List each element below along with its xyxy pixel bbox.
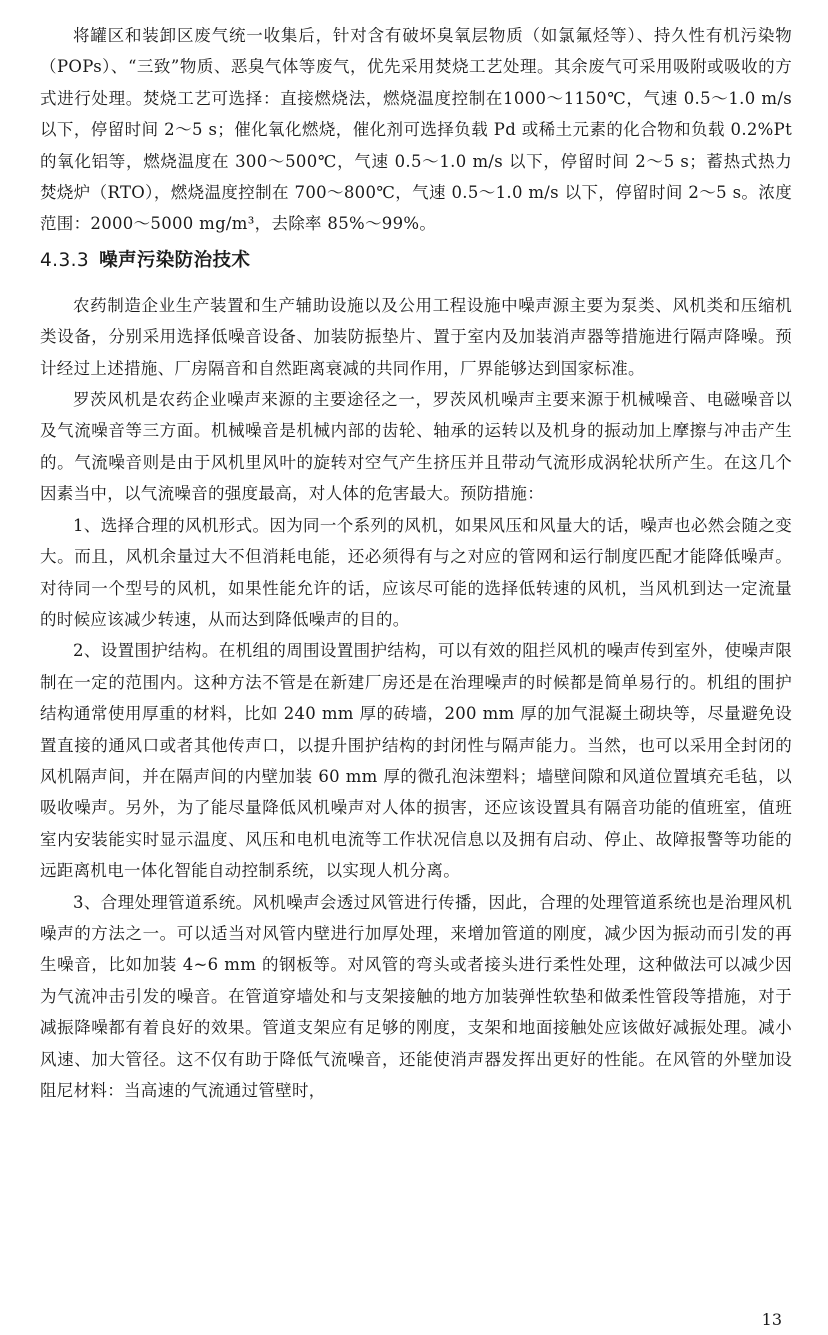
paragraph-measure-2-enclosure: 2、设置围护结构。在机组的周围设置围护结构，可以有效的阻拦风机的噪声传到室外，使噪声限制在一定的范围内。这种方法不管是在新建厂房还是在治理噪声的时候都是简单易行的。机组的围护结构通常使用厚重的材料，比如 240 mm 厚的砖墙，200 mm 厚的加气混凝土砌块等，尽量避免设置直接的通风口或者其他传声口，以提升围护结构的封闭性与隔声能力。当然，也可以采用全封闭的风机隔声间，并在隔声间的内壁加装 60 mm 厚的微孔泡沫塑料；墙壁间隙和风道位置填充毛毡，以吸收噪声。另外，为了能尽量降低风机噪声对人体的损害，还应该设置具有隔音功能的值班室，值班室内安装能实时显示温度、风压和电机电流等工作状况信息以及拥有启动、停止、故障报警等功能的远距离机电一体化智能自动控制系统，以实现人机分离。 bbox=[40, 641, 792, 881]
document-page bbox=[40, 20, 792, 1106]
section-title: 噪声污染防治技术 bbox=[99, 249, 251, 271]
paragraph-roots-blower-noise: 罗茨风机是农药企业噪声来源的主要途径之一，罗茨风机噪声主要来源于机械噪音、电磁噪音以及气流噪音等三方面。机械噪音是机械内部的齿轮、轴承的运转以及机身的振动加上摩擦与冲击产生的。气流噪音则是由于风机里风叶的旋转对空气产生挤压并且带动气流形成涡轮状所产生。在这几个因素当中，以气流噪音的强度最高，对人体的危害最大。预防措施： bbox=[40, 390, 792, 504]
paragraph-noise-sources: 农药制造企业生产装置和生产辅助设施以及公用工程设施中噪声源主要为泵类、风机类和压缩机类设备，分别采用选择低噪音设备、加装防振垫片、置于室内及加装消声器等措施进行隔声降噪。预计经过上述措施、厂房隔音和自然距离衰减的共同作用，厂界能够达到国家标准。 bbox=[40, 295, 792, 378]
paragraph-measure-3-ducting: 3、合理处理管道系统。风机噪声会透过风管进行传播，因此，合理的处理管道系统也是治理风机噪声的方法之一。可以适当对风管内壁进行加厚处理，来增加管道的刚度，减少因为振动而引发的再生噪音，比如加装 4~6 mm 的钢板等。对风管的弯头或者接头进行柔性处理，这种做法可以减少因为气流冲击引发的噪音。在管道穿墙处和与支架接触的地方加装弹性软垫和做柔性管段等措施，对于减振降噪都有着良好的效果。管道支架应有足够的刚度，支架和地面接触处应该做好减振处理。减小风速、加大管径。这不仅有助于降低气流噪音，还能使消声器发挥出更好的性能。在风管的外壁加设阻尼材料：当高速的气流通过管壁时， bbox=[40, 892, 792, 1100]
section-number: 4.3.3 bbox=[40, 249, 90, 271]
section-heading bbox=[40, 246, 792, 276]
paragraph-waste-gas-incineration: 将罐区和装卸区废气统一收集后，针对含有破坏臭氧层物质（如氯氟烃等）、持久性有机污染物（POPs）、“三致”物质、恶臭气体等废气，优先采用焚烧工艺处理。其余废气可采用吸附或吸收的方式进行处理。焚烧工艺可选择：直接燃烧法，燃烧温度控制在1000～1150℃，气速 0.5～1.0 m/s 以下，停留时间 2～5 s；催化氧化燃烧，催化剂可选择负载 Pd 或稀土元素的化合物和负载 0.2%Pt 的氧化铝等，燃烧温度在 300～500℃，气速 0.5～1.0 m/s 以下，停留时间 2～5 s；蓄热式热力焚烧炉（RTO），燃烧温度控制在 700～800℃，气速 0.5～1.0 m/s 以下，停留时间 2～5 s。浓度范围：2000～5000 mg/m³，去除率 85%～99%。 bbox=[40, 26, 792, 234]
paragraph-measure-1-fan-selection: 1、选择合理的风机形式。因为同一个系列的风机，如果风压和风量大的话，噪声也必然会随之变大。而且，风机余量过大不但消耗电能，还必须得有与之对应的管网和运行制度匹配才能降低噪声。对待同一个型号的风机，如果性能允许的话，应该尽可能的选择低转速的风机，当风机到达一定流量的时候应该减少转速，从而达到降低噪声的目的。 bbox=[40, 515, 792, 629]
page-number: 13 bbox=[761, 1310, 782, 1329]
